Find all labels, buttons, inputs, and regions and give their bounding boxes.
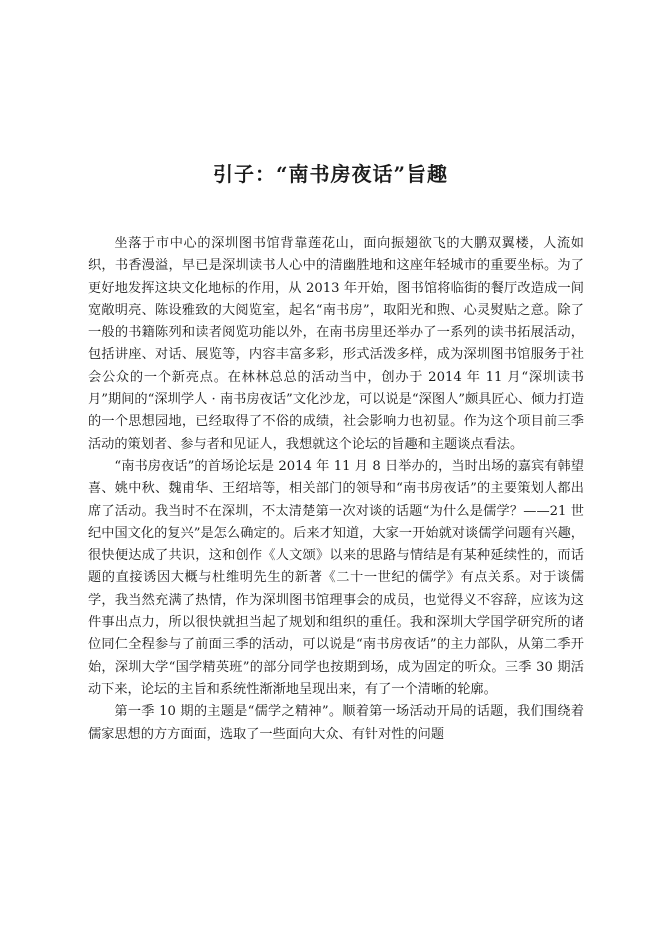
chapter-title: 引子：“南书房夜话”旨趣 <box>212 162 448 186</box>
paragraph: 坐落于市中心的深圳图书馆背靠莲花山，面向振翅欲飞的大鹏双翼楼，人流如织，书香漫溢，早已是深圳读书人心中的清幽胜地和这座年轻城市的重要坐标。为了更好地发挥这块文化地标的作用，从 2013 年开始，图书馆将临街的餐厅改造成一间宽敞明亮、陈设雅致的大阅览室，起名“南书房”，取阳光和煦、心灵熨贴之意。除了一般的书籍陈列和读者阅览功能以外，在南书房里还举办了一系列的读书拓展活动，包括讲座、对话、展览等，内容丰富多彩，形式活泼多样，成为深圳图书馆服务于社会公众的一个新亮点。在林林总总的活动当中，创办于 2014 年 11 月“深圳读书月”期间的“深圳学人 · 南书房夜话”文化沙龙，可以说是“深图人”颇具匠心、倾力打造的一个思想园地，已经取得了不俗的成绩，社会影响力也初显。作为这个项目前三季活动的策划者、参与者和见证人，我想就这个论坛的旨趣和主题谈点看法。 <box>88 236 584 452</box>
chapter-body <box>88 233 584 746</box>
paragraph: 第一季 10 期的主题是“儒学之精神”。顺着第一场活动开局的话题，我们围绕着儒家思想的方方面面，选取了一些面向大众、有针对性的问题 <box>88 704 584 742</box>
paragraph: “南书房夜话”的首场论坛是 2014 年 11 月 8 日举办的，当时出场的嘉宾有韩望喜、姚中秋、魏甫华、王绍培等，相关部门的领导和“南书房夜话”的主要策划人都出席了活动。我当时不在深圳，不太清楚第一次对谈的话题“为什么是儒学？——21 世纪中国文化的复兴”是怎么确定的。后来才知道，大家一开始就对谈儒学问题有兴趣，很快便达成了共识，这和创作《人文颂》以来的思路与情结是有某种延续性的，而话题的直接诱因大概与杜维明先生的新著《二十一世纪的儒学》有点关系。对于谈儒学，我当然充满了热情，作为深圳图书馆理事会的成员，也觉得义不容辞，应该为这件事出点力，所以很快就担当起了规划和组织的重任。我和深圳大学国学研究所的诸位同仁全程参与了前面三季的活动，可以说是“南书房夜话”的主力部队，从第二季开始，深圳大学“国学精英班”的部分同学也按期到场，成为固定的听众。三季 30 期活动下来，论坛的主旨和系统性渐渐地呈现出来，有了一个清晰的轮廓。 <box>88 458 584 697</box>
